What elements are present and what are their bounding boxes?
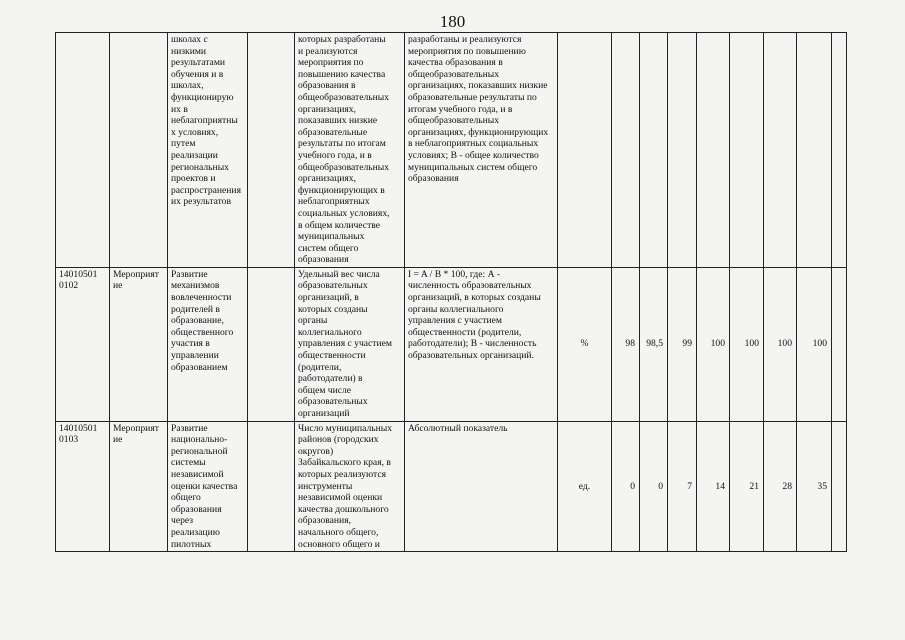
row-method: разработаны и реализуются мероприятия по повышению качества образования в общеобразовательных организациях, показавших низкие образовательные результаты по итогам учебного года, и в общеобразовательных организациях, функционирующих в неблагоприятных социальных условиях; В - общее количество муниципальных систем общего образования (405, 33, 558, 268)
row-value (730, 33, 764, 268)
row-value: 100 (797, 267, 832, 421)
row-edge (832, 267, 847, 421)
row-unit (558, 33, 612, 268)
table-row (56, 421, 847, 552)
row-value: 0 (640, 421, 668, 552)
row-type: Мероприят ие (110, 421, 168, 552)
row-edge (832, 421, 847, 552)
table-row (56, 33, 847, 268)
page-number: 180 (439, 12, 466, 31)
row-method: I = A / B * 100, где: А - численность образовательных организаций, в которых созданы органы коллегиального управления с участием общественности (родители, работодатели); В - численность образовательных организаций. (405, 267, 558, 421)
row-value: 0 (612, 421, 640, 552)
row-value (764, 33, 797, 268)
row-value: 98 (612, 267, 640, 421)
row-name: Развитие механизмов вовлеченности родителей в образование, общественного участия в управлении образованием (168, 267, 248, 421)
row-name: школах с низкими результатами обучения и в школах, функционирую их в неблагоприятны х условиях, путем реализации региональных проектов и распространения их результатов (168, 33, 248, 268)
row-value: 98,5 (640, 267, 668, 421)
row-value: 100 (697, 267, 730, 421)
row-indicator: Число муниципальных районов (городских округов) Забайкальского края, в которых реализуются инструменты независимой оценки качества дошкольного образования, начального общего, основного общего и (295, 421, 405, 552)
row-unit: ед. (558, 421, 612, 552)
row-value (612, 33, 640, 268)
row-value: 99 (668, 267, 697, 421)
row-value: 21 (730, 421, 764, 552)
row-value: 7 (668, 421, 697, 552)
row-value: 28 (764, 421, 797, 552)
indicators-table (55, 32, 847, 552)
row-value (640, 33, 668, 268)
row-blank (248, 267, 295, 421)
row-blank (248, 421, 295, 552)
table-row (56, 267, 847, 421)
row-value: 14 (697, 421, 730, 552)
row-edge (832, 33, 847, 268)
row-code: 14010501 0103 (56, 421, 110, 552)
row-type (110, 33, 168, 268)
row-value: 35 (797, 421, 832, 552)
row-value: 100 (730, 267, 764, 421)
row-indicator: Удельный вес числа образовательных организаций, в которых созданы органы коллегиального управления с участием общественности (родители, работодатели) в общем числе образовательных организаций (295, 267, 405, 421)
row-value (797, 33, 832, 268)
row-value (697, 33, 730, 268)
row-name: Развитие национально- региональной системы независимой оценки качества общего образования через реализацию пилотных (168, 421, 248, 552)
row-type: Мероприят ие (110, 267, 168, 421)
row-value: 100 (764, 267, 797, 421)
row-indicator: которых разработаны и реализуются мероприятия по повышению качества образования в общеобразовательных организациях, показавших низкие образовательные результаты по итогам учебного года, и в общеобразовательных организациях, функционирующих в неблагоприятных социальных условиях, в общем количестве муниципальных систем общего образования (295, 33, 405, 268)
row-method: Абсолютный показатель (405, 421, 558, 552)
row-blank (248, 33, 295, 268)
row-unit: % (558, 267, 612, 421)
row-code: 14010501 0102 (56, 267, 110, 421)
row-code (56, 33, 110, 268)
row-value (668, 33, 697, 268)
